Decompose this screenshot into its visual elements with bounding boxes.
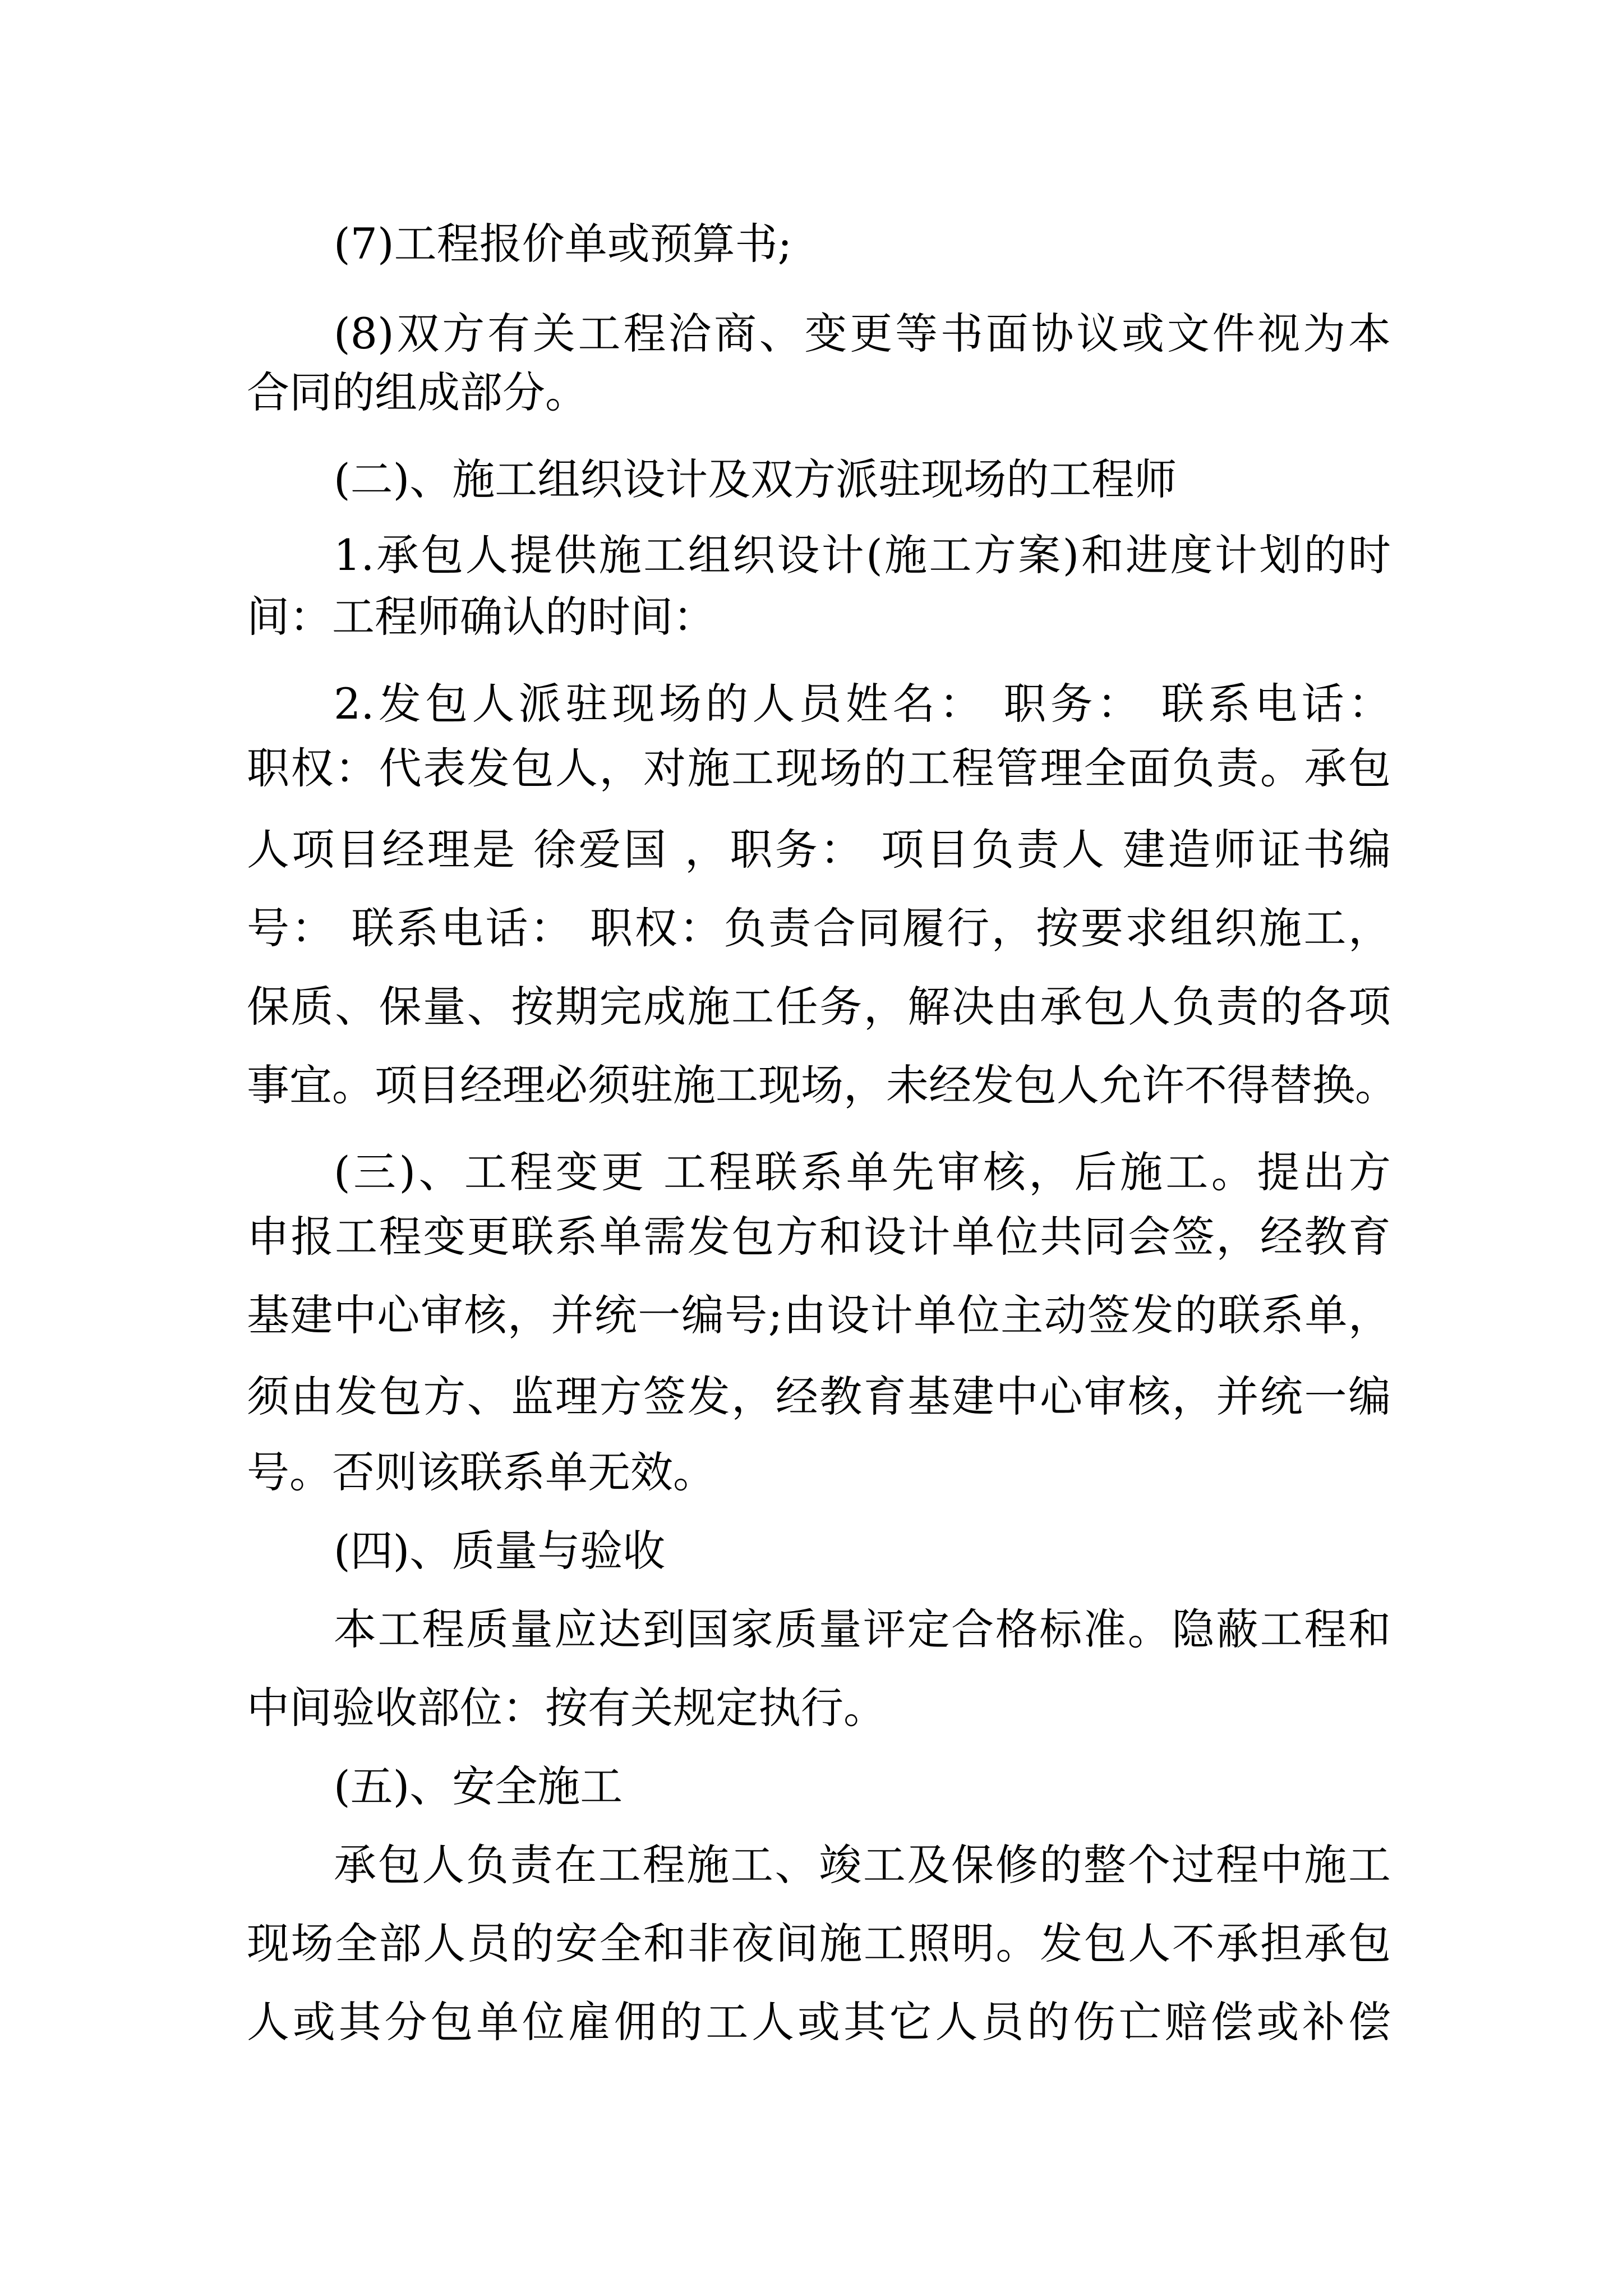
paragraph-line: 合同的组成部分。 [247,367,588,417]
item-1: 1.承包人提供施工组织设计(施工方案)和进度计划的时 [334,530,1391,580]
paragraph-line: 本工程质量应达到国家质量评定合格标准。隐蔽工程和 [334,1604,1391,1654]
paragraph-line: 基建中心审核，并统一编号;由设计单位主动签发的联系单， [247,1290,1391,1340]
paragraph-line: 申报工程变更联系单需发包方和设计单位共同会签，经教育 [247,1212,1391,1262]
paragraph-line: 承包人负责在工程施工、竣工及保修的整个过程中施工 [334,1840,1391,1890]
paragraph-line: 中间验收部位：按有关规定执行。 [247,1683,886,1733]
item-2: 2.发包人派驻现场的人员姓名： 职务： 联系电话： [334,679,1391,729]
section-heading-2: (二)、施工组织设计及双方派驻现场的工程师 [334,454,1177,504]
paragraph-line: 现场全部人员的安全和非夜间施工照明。发包人不承担承包 [247,1918,1391,1968]
section-heading-5: (五)、安全施工 [334,1761,623,1811]
paragraph-line: 须由发包方、监理方签发，经教育基建中心审核，并统一编 [247,1372,1391,1421]
list-item-8: (8)双方有关工程洽商、变更等书面协议或文件视为本 [334,309,1391,358]
paragraph-line: 号： 联系电话： 职权：负责合同履行，按要求组织施工， [247,903,1391,953]
paragraph-line: 间：工程师确认的时间： [247,592,716,642]
list-item-7: (7)工程报价单或预算书; [334,219,792,269]
paragraph-line: 号。否则该联系单无效。 [247,1447,716,1497]
paragraph-line: 人或其分包单位雇佣的工人或其它人员的伤亡赔偿或补偿 [247,1997,1391,2047]
paragraph-line: 职权：代表发包人，对施工现场的工程管理全面负责。承包 [247,743,1391,793]
paragraph-line: 事宜。项目经理必须驻施工现场，未经发包人允许不得替换。 [247,1060,1398,1110]
paragraph-line: 保质、保量、按期完成施工任务，解决由承包人负责的各项 [247,982,1391,1032]
section-heading-4: (四)、质量与验收 [334,1526,666,1576]
paragraph-line: 人项目经理是 徐爱国 ，职务： 项目负责人 建造师证书编 [247,825,1391,875]
section-heading-3: (三)、工程变更 工程联系单先审核，后施工。提出方 [334,1147,1391,1197]
